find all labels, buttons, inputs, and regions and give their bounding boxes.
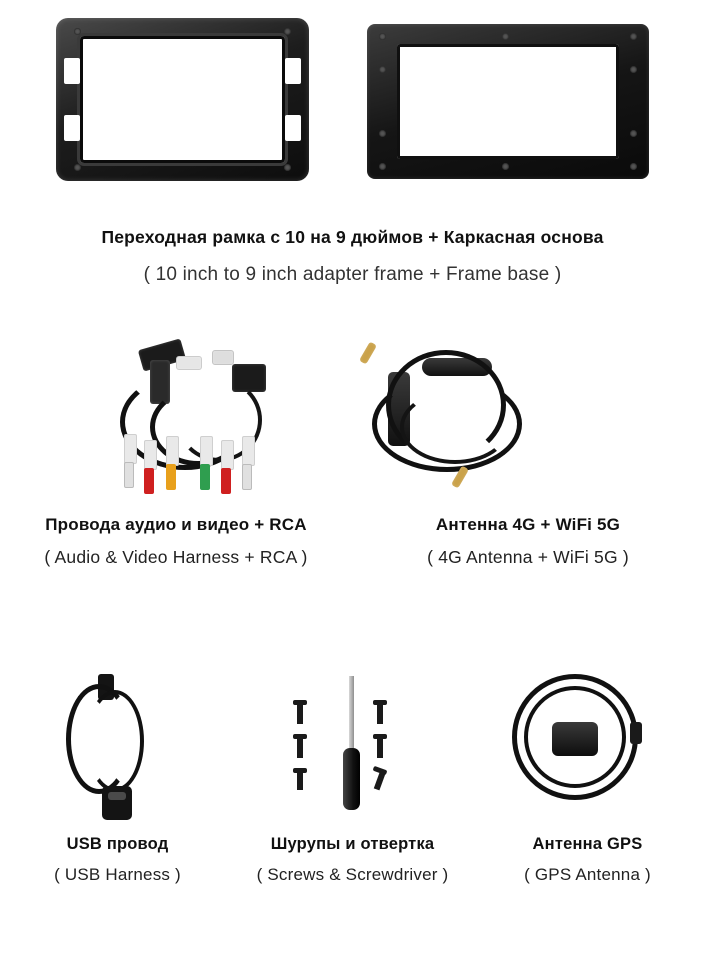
screws-screwdriver-illustration xyxy=(235,660,470,835)
column-audio-video-harness xyxy=(0,330,352,568)
screws-caption-en: ( Screws & Screwdriver ) xyxy=(256,865,449,884)
connector-icon xyxy=(212,350,234,365)
screw-hole-icon xyxy=(74,164,81,171)
usb-harness-illustration xyxy=(0,660,235,835)
adapter-frame-illustration xyxy=(56,18,309,181)
usb-caption-en: ( USB Harness ) xyxy=(54,865,181,884)
connector-icon xyxy=(176,356,202,370)
cable-icon xyxy=(86,690,144,792)
rca-label-icon xyxy=(221,440,234,470)
screw-icon xyxy=(377,736,383,758)
frame-notch xyxy=(64,115,80,141)
rca-plug-icon xyxy=(124,462,134,488)
screw-hole-icon xyxy=(379,130,386,137)
audio-video-harness-illustration xyxy=(0,330,352,515)
antenna-caption-en: ( 4G Antenna + WiFi 5G ) xyxy=(427,547,629,567)
gps-antenna-illustration xyxy=(470,660,705,835)
rca-plug-icon xyxy=(221,468,231,494)
rca-plug-icon xyxy=(242,464,252,490)
screw-hole-icon xyxy=(630,33,637,40)
screwdriver-handle-icon xyxy=(343,748,360,810)
rca-label-icon xyxy=(144,440,157,470)
screw-hole-icon xyxy=(630,163,637,170)
screwdriver-shaft-icon xyxy=(349,676,354,748)
rca-plug-icon xyxy=(200,464,210,490)
screw-hole-icon xyxy=(379,33,386,40)
screw-hole-icon xyxy=(502,163,509,170)
screw-head-icon xyxy=(373,700,387,705)
usb-caption-ru: USB провод xyxy=(66,835,169,853)
rca-plug-icon xyxy=(166,464,176,490)
harness-caption-ru: Провода аудио и видео + RCA xyxy=(45,515,307,534)
screw-icon xyxy=(297,736,303,758)
antenna-caption-ru: Антенна 4G + WiFi 5G xyxy=(435,515,621,534)
screw-hole-icon xyxy=(284,28,291,35)
antenna-connector-icon xyxy=(359,341,377,364)
section-harness-antenna xyxy=(0,330,705,568)
harness-caption-en: ( Audio & Video Harness + RCA ) xyxy=(44,547,308,567)
gps-connector-icon xyxy=(630,722,642,744)
rca-plug-icon xyxy=(144,468,154,494)
frame-notch xyxy=(285,115,301,141)
column-usb-harness xyxy=(0,660,235,885)
screw-head-icon xyxy=(293,734,307,739)
rca-label-icon xyxy=(124,434,137,464)
4g-wifi-antenna-illustration xyxy=(352,330,704,515)
rca-label-icon xyxy=(166,436,179,466)
screws-caption-ru: Шурупы и отвертка xyxy=(270,835,435,853)
screw-hole-icon xyxy=(379,163,386,170)
section-frames xyxy=(0,18,705,286)
screw-hole-icon xyxy=(379,66,386,73)
rca-label-icon xyxy=(242,436,255,466)
screw-hole-icon xyxy=(74,28,81,35)
frames-caption-ru: Переходная рамка с 10 на 9 дюймов + Каркасная основа xyxy=(101,227,604,247)
screw-hole-icon xyxy=(630,66,637,73)
screw-hole-icon xyxy=(502,33,509,40)
gps-puck-icon xyxy=(552,722,598,756)
column-4g-wifi-antenna xyxy=(352,330,704,568)
frame-notch xyxy=(285,58,301,84)
column-screws-screwdriver xyxy=(235,660,470,885)
frame-base-illustration xyxy=(367,24,649,179)
frames-caption-en: ( 10 inch to 9 inch adapter frame + Frame base ) xyxy=(143,264,562,285)
section-accessories xyxy=(0,660,705,885)
screw-head-icon xyxy=(293,768,307,773)
column-gps-antenna xyxy=(470,660,705,885)
frames-artwork-row xyxy=(0,18,705,193)
screw-hole-icon xyxy=(284,164,291,171)
frame-notch xyxy=(64,58,80,84)
cable-icon xyxy=(400,390,510,464)
gps-caption-en: ( GPS Antenna ) xyxy=(524,865,651,884)
screw-icon xyxy=(297,770,303,790)
screw-icon xyxy=(297,702,303,724)
screw-icon xyxy=(377,702,383,724)
screw-head-icon xyxy=(293,700,307,705)
usb-socket-slot-icon xyxy=(108,792,126,800)
gps-caption-ru: Антенна GPS xyxy=(532,835,643,853)
rca-label-icon xyxy=(200,436,213,466)
screw-head-icon xyxy=(373,734,387,739)
screw-hole-icon xyxy=(630,130,637,137)
